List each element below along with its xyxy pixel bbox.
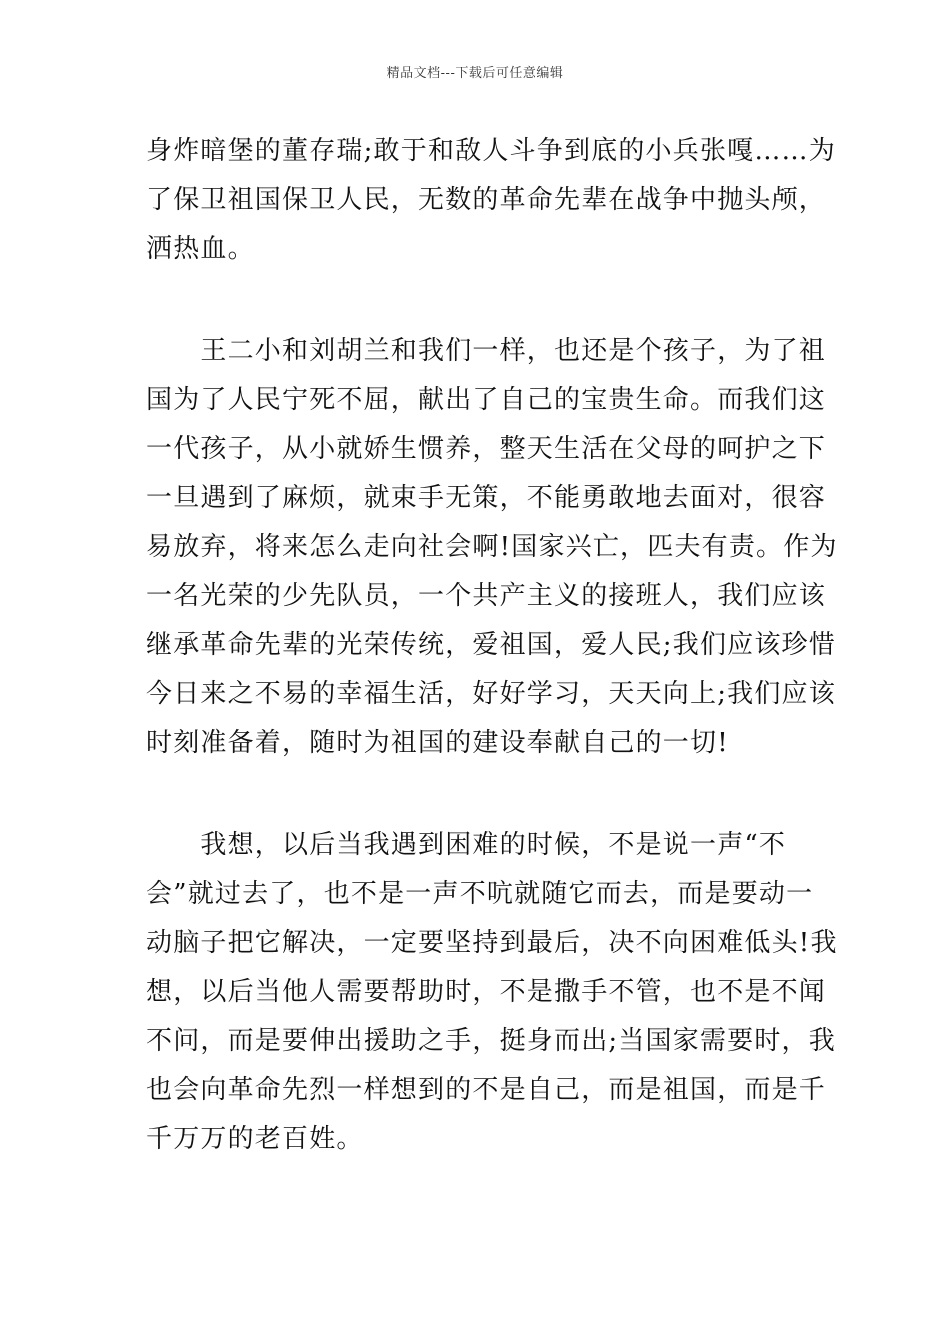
text-line: 一旦遇到了麻烦，就束手无策，不能勇敢地去面对，很容 — [146, 483, 827, 513]
text-line: 一代孩子，从小就娇生惯养，整天生活在父母的呵护之下 — [146, 434, 827, 464]
text-line: 也会向革命先烈一样想到的不是自己，而是祖国，而是千 — [146, 1075, 827, 1105]
text-line: 千万万的老百姓。 — [146, 1124, 364, 1154]
text-line: 了保卫祖国保卫人民，无数的革命先辈在战争中抛头颅， — [146, 185, 827, 215]
text-line: 身炸暗堡的董存瑞;敢于和敌人斗争到底的小兵张嘎……为 — [146, 136, 836, 166]
text-line: 会”就过去了，也不是一声不吭就随它而去，而是要动一 — [146, 879, 814, 909]
text-line: 想，以后当他人需要帮助时，不是撒手不管，也不是不闻 — [146, 977, 827, 1007]
text-line: 一名光荣的少先队员，一个共产主义的接班人，我们应该 — [146, 581, 827, 611]
text-line: 国为了人民宁死不屈，献出了自己的宝贵生命。而我们这 — [146, 385, 827, 415]
text-line: 今日来之不易的幸福生活，好好学习，天天向上;我们应该 — [146, 679, 836, 709]
text-line: 洒热血。 — [146, 234, 255, 264]
text-line: 易放弃，将来怎么走向社会啊!国家兴亡，匹夫有责。作为 — [146, 532, 838, 562]
text-line: 动脑子把它解决，一定要坚持到最后，决不向困难低头!我 — [146, 928, 838, 958]
text-line: 王二小和刘胡兰和我们一样，也还是个孩子，为了祖 — [146, 336, 827, 366]
text-line: 不问，而是要伸出援助之手，挺身而出;当国家需要时，我 — [146, 1026, 836, 1056]
text-line: 我想，以后当我遇到困难的时候，不是说一声“不 — [146, 830, 787, 860]
text-line: 继承革命先辈的光荣传统，爱祖国，爱人民;我们应该珍惜 — [146, 630, 836, 660]
page-header: 精品文档---下载后可任意编辑 — [386, 66, 564, 81]
text-line: 时刻准备着，随时为祖国的建设奉献自己的一切! — [146, 728, 729, 758]
